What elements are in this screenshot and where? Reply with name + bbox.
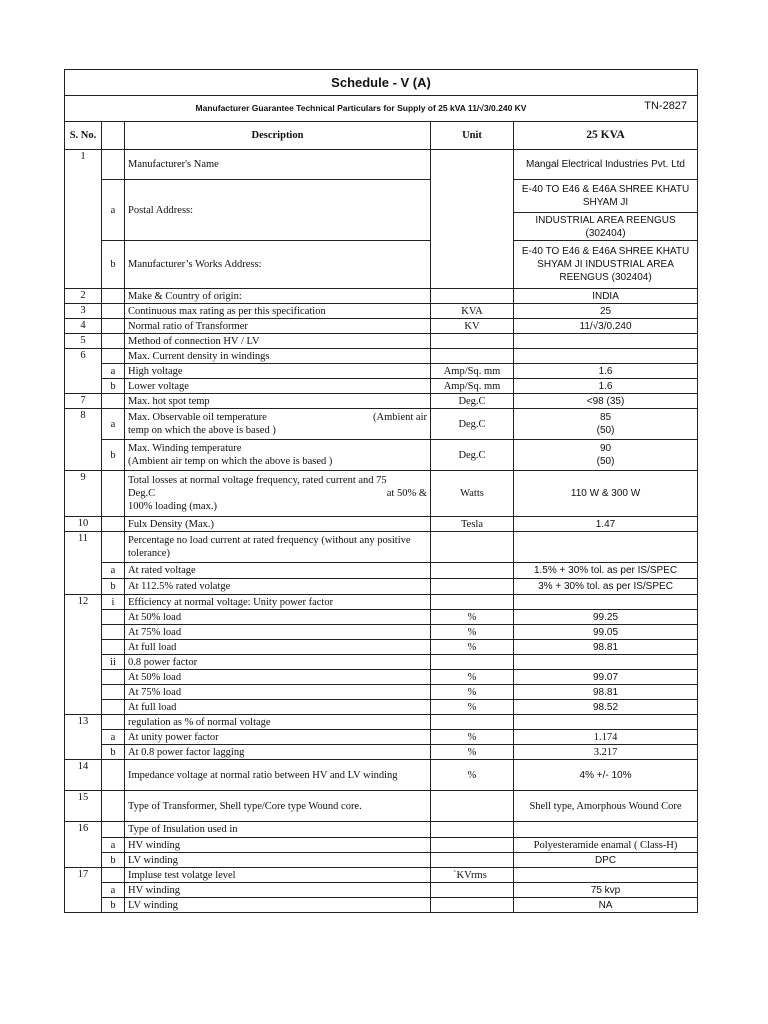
unit-cell: Amp/Sq. mm <box>431 364 514 379</box>
schedule-title: Schedule - V (A) <box>65 70 698 96</box>
table-row <box>65 868 698 883</box>
value-cell: 75 kvp <box>514 883 698 898</box>
unit-cell: Deg.C <box>431 394 514 409</box>
desc-cell: At 75% load <box>125 685 431 700</box>
table-row <box>65 685 698 700</box>
sub-cell: b <box>102 579 125 595</box>
table-row <box>65 241 698 289</box>
desc-cell: HV winding <box>125 838 431 853</box>
value-cell: NA <box>514 898 698 913</box>
table-row <box>65 853 698 868</box>
value-cell: 1.6 <box>514 379 698 394</box>
value-cell: DPC <box>514 853 698 868</box>
value-cell: 3% + 30% tol. as per IS/SPEC <box>514 579 698 595</box>
desc-cell: HV winding <box>125 883 431 898</box>
table-row <box>65 700 698 715</box>
table-row <box>65 304 698 319</box>
value-cell: 98.81 <box>514 685 698 700</box>
desc-cell: Type of Transformer, Shell type/Core type Wound core. <box>125 791 431 822</box>
sub-cell: a <box>102 563 125 579</box>
value-cell: 1.47 <box>514 517 698 532</box>
unit-cell: % <box>431 730 514 745</box>
sub-cell: b <box>102 440 125 471</box>
value-cell: 25 <box>514 304 698 319</box>
table-row <box>65 730 698 745</box>
sub-cell: a <box>102 730 125 745</box>
sno-cell: 11 <box>65 532 102 595</box>
value-cell: INDIA <box>514 289 698 304</box>
sno-cell: 7 <box>65 394 102 409</box>
sno-cell: 15 <box>65 791 102 822</box>
table-row <box>65 610 698 625</box>
desc-cell: regulation as % of normal voltage <box>125 715 431 730</box>
desc-cell: 0.8 power factor <box>125 655 431 670</box>
unit-cell: % <box>431 610 514 625</box>
value-cell: E-40 TO E46 & E46A SHREE KHATU SHYAM JI INDUSTRIAL AREA REENGUS (302404) <box>514 241 698 289</box>
table-row <box>65 563 698 579</box>
unit-cell: Deg.C <box>431 409 514 440</box>
unit-cell: Watts <box>431 471 514 517</box>
sno-cell: 12 <box>65 595 102 715</box>
table-row <box>65 440 698 471</box>
desc-cell: Total losses at normal voltage frequency, rated current and 75 Deg.C at 50% & 100% loading (max.) <box>125 471 431 517</box>
sub-cell: i <box>102 595 125 610</box>
desc-cell: At rated voltage <box>125 563 431 579</box>
desc-cell: Fulx Density (Max.) <box>125 517 431 532</box>
sno-cell: 17 <box>65 868 102 913</box>
table-row <box>65 883 698 898</box>
value-cell: 98.52 <box>514 700 698 715</box>
value-cell: Shell type, Amorphous Wound Core <box>514 791 698 822</box>
unit-cell: % <box>431 670 514 685</box>
unit-cell: % <box>431 625 514 640</box>
unit-cell: KVA <box>431 304 514 319</box>
unit-cell: % <box>431 640 514 655</box>
desc-cell: At unity power factor <box>125 730 431 745</box>
value-cell: Mangal Electrical Industries Pvt. Ltd <box>514 150 698 180</box>
sub-cell: a <box>102 409 125 440</box>
table-row <box>65 625 698 640</box>
sub-cell: a <box>102 364 125 379</box>
sub-cell: b <box>102 241 125 289</box>
value-cell: 1.174 <box>514 730 698 745</box>
value-cell: 99.05 <box>514 625 698 640</box>
table-row <box>65 289 698 304</box>
desc-cell: Method of connection HV / LV <box>125 334 431 349</box>
value-cell: 110 W & 300 W <box>514 471 698 517</box>
table-row <box>65 640 698 655</box>
table-row <box>65 349 698 364</box>
desc-cell: At full load <box>125 700 431 715</box>
table-row <box>65 471 698 517</box>
header-description: Description <box>125 122 431 150</box>
value-cell: 1.6 <box>514 364 698 379</box>
table-row <box>65 898 698 913</box>
value-cell: 85 (50) <box>514 409 698 440</box>
technical-particulars-table <box>64 69 698 913</box>
sno-cell: 14 <box>65 760 102 791</box>
table-row <box>65 334 698 349</box>
table-row <box>65 517 698 532</box>
desc-cell: Manufacturer's Name <box>125 150 431 180</box>
sno-cell: 8 <box>65 409 102 471</box>
desc-cell: Max. Winding temperature (Ambient air temp on which the above is based ) <box>125 440 431 471</box>
table-row <box>65 822 698 838</box>
unit-cell: `KVrms <box>431 868 514 883</box>
sub-cell: b <box>102 898 125 913</box>
desc-cell: Manufacturer’s Works Address: <box>125 241 431 289</box>
table-row <box>65 394 698 409</box>
desc-cell: At full load <box>125 640 431 655</box>
title-row <box>65 70 698 96</box>
unit-cell: KV <box>431 319 514 334</box>
table-row <box>65 364 698 379</box>
unit-cell: Tesla <box>431 517 514 532</box>
header-row <box>65 122 698 150</box>
sno-cell: 6 <box>65 349 102 394</box>
unit-cell: Deg.C <box>431 440 514 471</box>
table-row <box>65 319 698 334</box>
desc-cell: Efficiency at normal voltage: Unity power factor <box>125 595 431 610</box>
desc-cell: Max. Observable oil temperature (Ambient air temp on which the above is based ) <box>125 409 431 440</box>
unit-cell: % <box>431 685 514 700</box>
desc-cell: Continuous max rating as per this specification <box>125 304 431 319</box>
unit-cell: % <box>431 700 514 715</box>
sub-cell: ii <box>102 655 125 670</box>
value-cell: 98.81 <box>514 640 698 655</box>
value-cell: <98 (35) <box>514 394 698 409</box>
value-cell: 4% +/- 10% <box>514 760 698 791</box>
table-row <box>65 655 698 670</box>
unit-cell: % <box>431 745 514 760</box>
value-cell: 90 (50) <box>514 440 698 471</box>
header-sub <box>102 122 125 150</box>
sno-cell: 2 <box>65 289 102 304</box>
desc-cell: At 0.8 power factor lagging <box>125 745 431 760</box>
sno-cell: 16 <box>65 822 102 868</box>
value-cell: 99.25 <box>514 610 698 625</box>
desc-cell: Impedance voltage at normal ratio between HV and LV winding <box>125 760 431 791</box>
sub-cell: b <box>102 379 125 394</box>
desc-cell: Make & Country of origin: <box>125 289 431 304</box>
value-cell: 1.5% + 30% tol. as per IS/SPEC <box>514 563 698 579</box>
sub-cell: a <box>102 180 125 241</box>
sub-cell: b <box>102 853 125 868</box>
table-row <box>65 150 698 180</box>
unit-cell: Amp/Sq. mm <box>431 379 514 394</box>
sno-cell: 10 <box>65 517 102 532</box>
sno-cell: 9 <box>65 471 102 517</box>
subtitle: Manufacturer Guarantee Technical Particulars for Supply of 25 kVA 11/√3/0.240 KV <box>195 103 527 113</box>
header-sno: S. No. <box>65 122 102 150</box>
value-cell: INDUSTRIAL AREA REENGUS (302404) <box>514 213 698 241</box>
value-cell: Polyesteramide enamal ( Class-H) <box>514 838 698 853</box>
table-row <box>65 409 698 440</box>
header-unit: Unit <box>431 122 514 150</box>
sno-cell: 1 <box>65 150 102 289</box>
desc-cell: Lower voltage <box>125 379 431 394</box>
sno-cell: 13 <box>65 715 102 760</box>
value-cell: 3.217 <box>514 745 698 760</box>
value-cell: E-40 TO E46 & E46A SHREE KHATU SHYAM JI <box>514 180 698 213</box>
table-row <box>65 670 698 685</box>
table-row <box>65 532 698 563</box>
desc-cell: Percentage no load current at rated frequency (without any positive tolerance) <box>125 532 431 563</box>
sno-cell: 5 <box>65 334 102 349</box>
sub-cell: a <box>102 838 125 853</box>
desc-cell: Impluse test volatge level <box>125 868 431 883</box>
table-row <box>65 715 698 730</box>
table-row <box>65 595 698 610</box>
table-row <box>65 579 698 595</box>
subtitle-cell <box>65 96 698 122</box>
desc-cell: Max. Current density in windings <box>125 349 431 364</box>
sno-cell: 4 <box>65 319 102 334</box>
value-cell: 99.07 <box>514 670 698 685</box>
header-rating: 25 KVA <box>514 122 698 150</box>
desc-cell: Max. hot spot temp <box>125 394 431 409</box>
desc-cell: LV winding <box>125 898 431 913</box>
table-row <box>65 838 698 853</box>
unit-cell: % <box>431 760 514 791</box>
desc-cell: Type of Insulation used in <box>125 822 431 838</box>
table-row <box>65 379 698 394</box>
sub-cell: a <box>102 883 125 898</box>
desc-cell: At 75% load <box>125 625 431 640</box>
sno-cell: 3 <box>65 304 102 319</box>
table-row <box>65 180 698 213</box>
sub-cell: b <box>102 745 125 760</box>
desc-cell: Postal Address: <box>125 180 431 241</box>
desc-cell: LV winding <box>125 853 431 868</box>
table-row <box>65 791 698 822</box>
value-cell: 11/√3/0.240 <box>514 319 698 334</box>
desc-cell: At 112.5% rated volatge <box>125 579 431 595</box>
reference-number: TN-2827 <box>644 100 688 112</box>
desc-cell: High voltage <box>125 364 431 379</box>
desc-cell: Normal ratio of Transformer <box>125 319 431 334</box>
table-row <box>65 760 698 791</box>
table-row <box>65 745 698 760</box>
desc-cell: At 50% load <box>125 670 431 685</box>
subtitle-row <box>65 96 698 122</box>
desc-cell: At 50% load <box>125 610 431 625</box>
